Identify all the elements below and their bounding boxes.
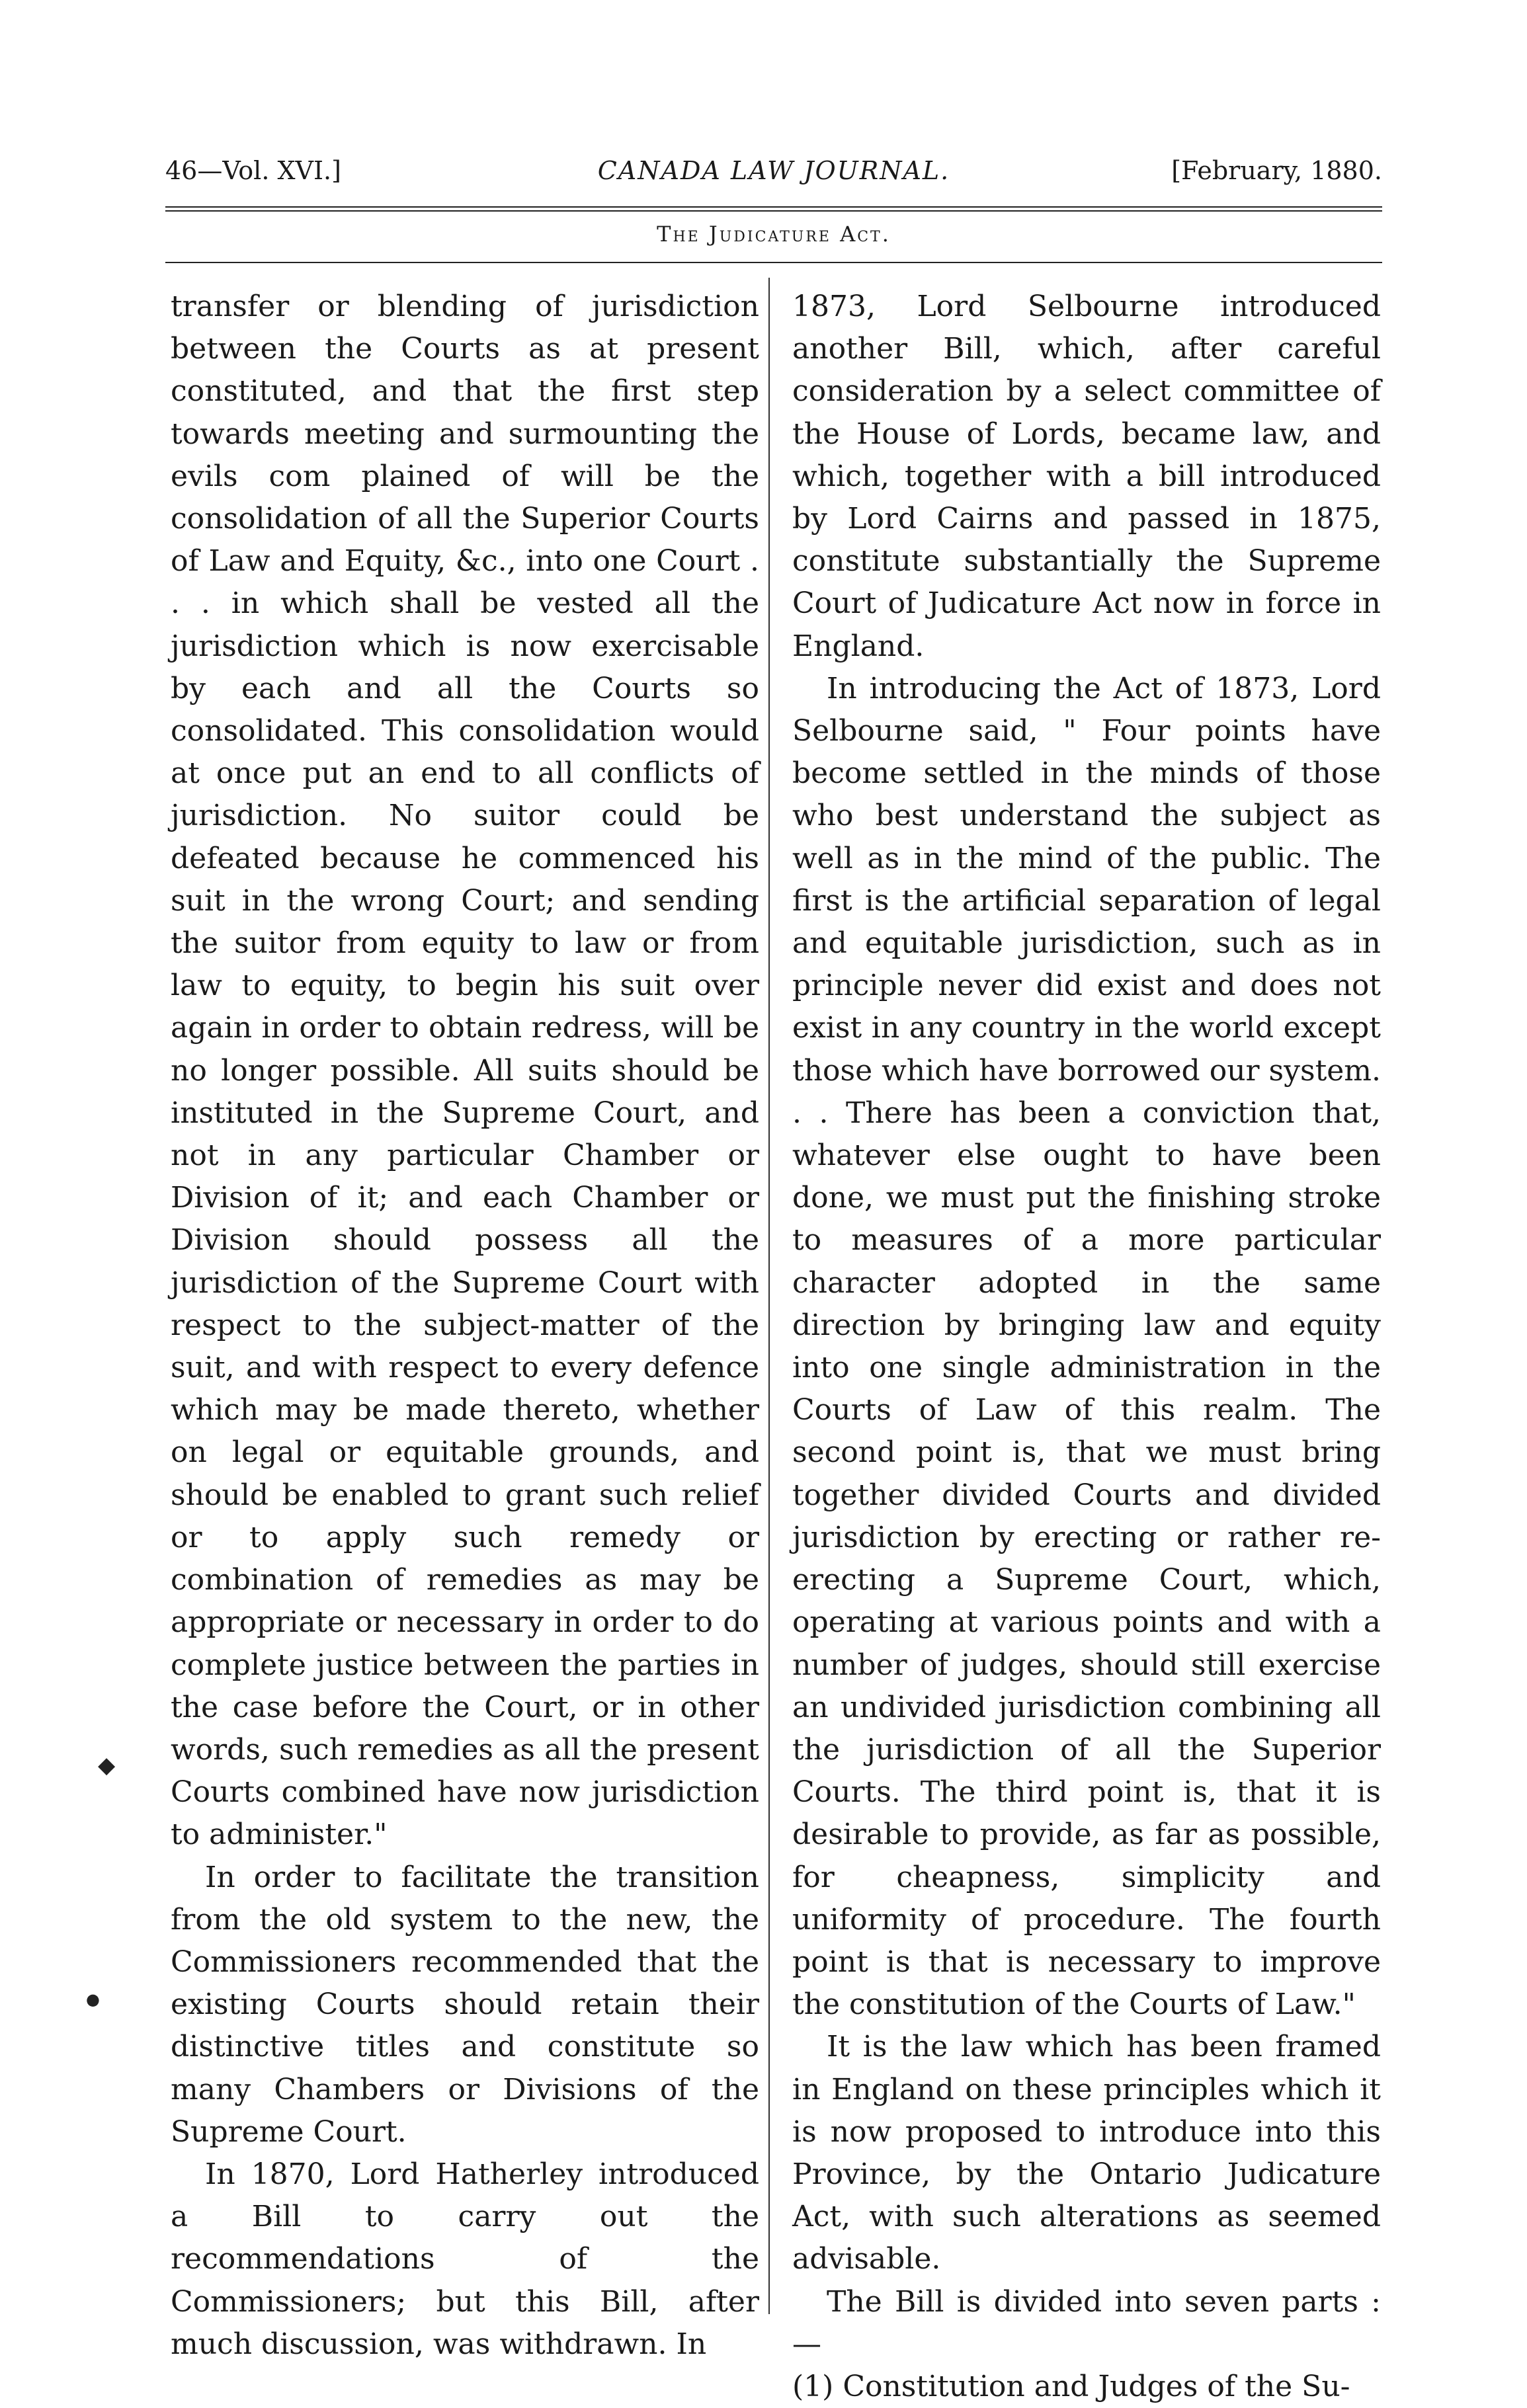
right-paragraph-1: 1873, Lord Selbourne introduced another Bill, which, after careful consideration by a select committee of the House of Lords, became law, and which, together with a bill introduced by Lord Cairns and passed in 1875, constitute substantially the Supreme Court of Judicature Act now in force in England.: [792, 290, 1381, 663]
left-paragraph-3: In 1870, Lord Hatherley introduced a Bill to carry out the recommendations of the Commissioners; but this Bill, after much discussion, was withdrawn. In: [171, 2157, 759, 2361]
right-paragraph-4: The Bill is divided into seven parts :—: [792, 2284, 1381, 2361]
right-paragraph-5: (1) Constitution and Judges of the Su-: [792, 2369, 1350, 2403]
left-column: [171, 286, 759, 2366]
right-column: [792, 286, 1381, 2408]
header-rule-bottom: [165, 210, 1382, 212]
header-rule-top: [165, 206, 1382, 208]
issue-date: [February, 1880.: [1171, 156, 1382, 185]
volume-label: 46—Vol. XVI.]: [165, 156, 341, 185]
section-rule: [165, 262, 1382, 263]
running-header: [165, 151, 1382, 190]
column-divider: [768, 278, 770, 2314]
margin-dot-icon: ●: [86, 1990, 100, 2009]
left-paragraph-2: In order to facilitate the transition from the old system to the new, the Commissioners recommended that the existing Courts should retain their distinctive titles and constitute so many Chambers or Divisions of the Supreme Court.: [171, 1860, 759, 2149]
section-title: The Judicature Act.: [657, 221, 891, 247]
journal-title: CANADA LAW JOURNAL.: [597, 156, 950, 185]
margin-mark-icon: ◆: [98, 1752, 116, 1779]
left-paragraph-1: transfer or blending of jurisdiction between the Courts as at present constituted, and that the first step towards meeting and surmounting the evils com plained of will be the consolidation of all the Superior Courts of Law and Equity, &c., into one Court . . . in which shall be vested all the jurisdiction which is now exercisable by each and all the Courts so consolidated. This consolidation would at once put an end to all conflicts of jurisdiction. No suitor could be defeated because he commenced his suit in the wrong Court; and sending the suitor from equity to law or from law to equity, to begin his suit over again in order to obtain redress, will be no longer possible. All suits should be instituted in the Supreme Court, and not in any particular Chamber or Division of it; and each Chamber or Division should possess all the jurisdiction of the Supreme Court with respect to the subject-matter of the suit, and with respect to every defence which may be made thereto, whether on legal or equitable grounds, and should be enabled to grant such relief or to apply such remedy or combination of remedies as may be appropriate or necessary in order to do complete justice between the parties in the case before the Court, or in other words, such remedies as all the present Courts combined have now jurisdiction to administer.": [171, 290, 759, 1852]
right-paragraph-3: It is the law which has been framed in England on these principles which it is now proposed to introduce into this Province, by the Ontario Judicature Act, with such alterations as seemed advisable.: [792, 2030, 1381, 2276]
right-paragraph-2: In introducing the Act of 1873, Lord Selbourne said, " Four points have become settled in the minds of those who best understand the subject as well as in the mind of the public. The first is the artificial separation of legal and equitable jurisdiction, such as in principle never did exist and does not exist in any country in the world except those which have borrowed our system. . . There has been a conviction that, whatever else ought to have been done, we must put the finishing stroke to measures of a more particular character adopted in the same direction by bringing law and equity into one single administration in the Courts of Law of this realm. The second point is, that we must bring together divided Courts and divided jurisdiction by erecting or rather re-erecting a Supreme Court, which, operating at various points and with a number of judges, should still exercise an undivided jurisdiction combining all the jurisdiction of all the Superior Courts. The third point is, that it is desirable to provide, as far as possible, for cheapness, simplicity and uniformity of procedure. The fourth point is that is necessary to improve the constitution of the Courts of Law.": [792, 671, 1381, 2022]
